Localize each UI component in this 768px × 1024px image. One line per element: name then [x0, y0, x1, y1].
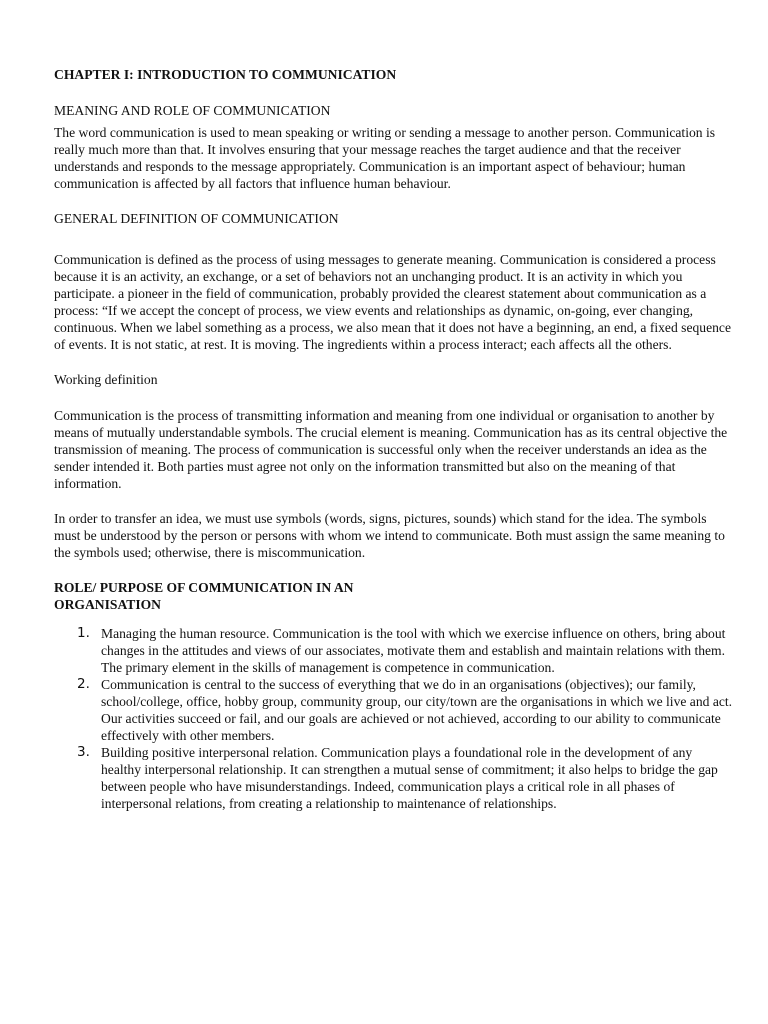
list-item: [54, 676, 734, 744]
list-item-text: Communication is central to the success of everything that we do in an organisations (objectives); our family, school/college, office, hobby group, community group, our city/town are the organisations in which we live and act. Our activities succeed or fail, and our goals are achieved or not achieved, according to our ability to communicate effectively with other members.: [101, 677, 733, 743]
meaning-paragraph: The word communication is used to mean speaking or writing or sending a message to another person. Communication is really much more than that. It involves ensuring that your message reaches the target audience and that the receiver understands and responds to the message appropriately. Communication is an important aspect of behaviour; human communication is affected by all factors that influence human behaviour.: [54, 125, 716, 191]
general-definition-heading: GENERAL DEFINITION OF COMMUNICATION: [54, 211, 339, 226]
document-page: [54, 66, 734, 812]
list-item-text: Managing the human resource. Communication is the tool with which we exercise influence on others, bring about changes in the attitudes and views of our associates, motivate them and establish and maintain relations with them. The primary element in the skills of management is competence in communication.: [101, 626, 726, 675]
list-item-number: 2.: [77, 676, 90, 692]
role-purpose-list: [54, 625, 734, 812]
list-item: [54, 744, 734, 812]
list-item-text: Building positive interpersonal relation. Communication plays a foundational role in the development of any healthy interpersonal relationship. It can strengthen a mutual sense of commitment; it also helps to bridge the gap between people who have misunderstandings. Indeed, communication plays a critical role in all phases of interpersonal relations, from creating a relationship to maintenance of relationships.: [101, 745, 718, 811]
general-definition-paragraph: Communication is defined as the process of using messages to generate meaning. Communication is considered a process because it is an activity, an exchange, or a set of behaviors not an unchanging product. It is an activity in which you participate. a pioneer in the field of communication, probably provided the clearest statement about communication as a process: “If we accept the concept of process, we view events and relationships as dynamic, on-going, ever changing, continuous. When we label something as a process, we also mean that it does not have a beginning, an end, a fixed sequence of events. It is not static, at rest. It is moving. The ingredients within a process interact; each affects all the others.: [54, 252, 731, 352]
list-item-number: 3.: [77, 744, 90, 760]
spacer: [54, 561, 734, 579]
list-item-number: 1.: [77, 625, 90, 641]
working-definition-paragraph-2: In order to transfer an idea, we must use symbols (words, signs, pictures, sounds) which stand for the idea. The symbols must be understood by the person or persons with whom we intend to communicate. Both must assign the same meaning to the symbols used; otherwise, there is miscommunication.: [54, 511, 725, 560]
spacer: [54, 353, 734, 371]
spacer: [54, 492, 734, 510]
role-purpose-heading: ROLE/ PURPOSE OF COMMUNICATION IN AN ORGANISATION: [54, 580, 354, 612]
meaning-heading: MEANING AND ROLE OF COMMUNICATION: [54, 103, 331, 118]
chapter-title: CHAPTER I: INTRODUCTION TO COMMUNICATION: [54, 67, 397, 82]
working-definition-heading: Working definition: [54, 372, 158, 387]
working-definition-paragraph-1: Communication is the process of transmitting information and meaning from one individual or organisation to another by means of mutually understandable symbols. The crucial element is meaning. Communication has as its central objective the transmission of meaning. The process of communication is successful only when the receiver understands an idea as the sender intended it. Both parties must agree not only on the information transmitted but also on the meaning of that information.: [54, 408, 728, 491]
list-item: [54, 625, 734, 676]
spacer: [54, 192, 734, 210]
spacer: [54, 232, 734, 251]
